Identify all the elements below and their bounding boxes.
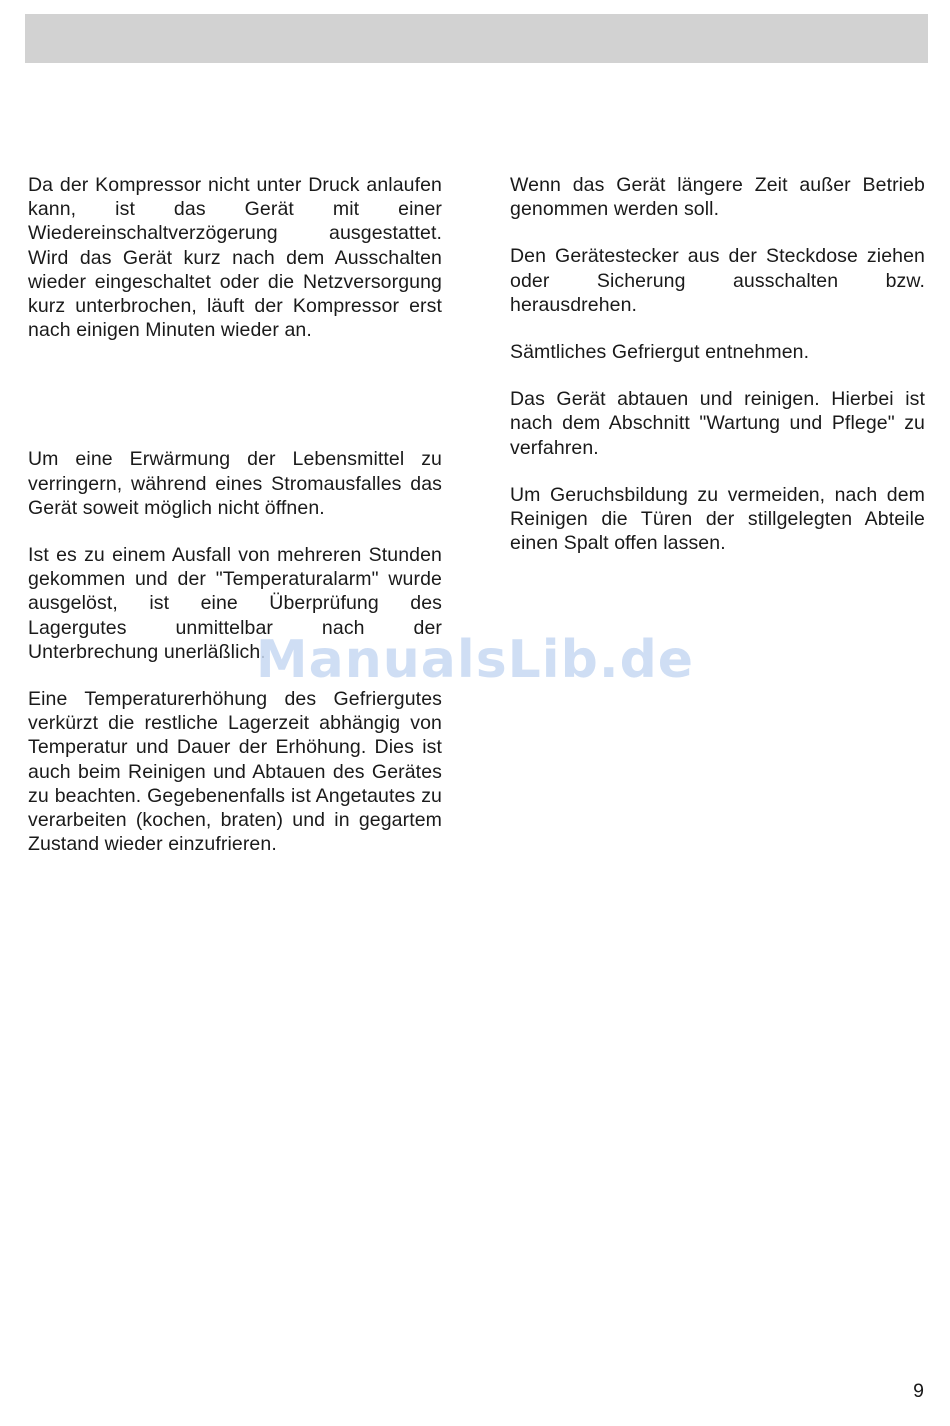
power-failure-paragraph: Um eine Erwärmung der Lebensmittel zu verringern, während eines Stromausfalles das Gerät soweit möglich nicht öffnen. — [28, 448, 442, 519]
temperature-rise-paragraph: Eine Temperaturerhöhung des Gefriergutes verkürzt die restliche Lagerzeit abhängig von Temperatur und Dauer der Erhöhung. Dies ist auch beim Reinigen und Abtauen des Gerätes zu beachten. Gegebenenfalls ist Angetautes zu verarbeiten (kochen, braten) und in gegartem Zustand wieder einzufrieren. — [28, 688, 442, 856]
shutdown-intro-paragraph: Wenn das Gerät längere Zeit außer Betrieb genommen werden soll. — [510, 174, 925, 221]
remove-food-paragraph: Sämtliches Gefriergut entnehmen. — [510, 341, 810, 364]
left-column — [28, 173, 442, 856]
defrost-clean-paragraph: Das Gerät abtauen und reinigen. Hierbei ist nach dem Abschnitt "Wartung und Pflege" zu verfahren. — [510, 388, 925, 459]
temperature-alarm-paragraph: Ist es zu einem Ausfall von mehreren Stunden gekommen und der "Temperaturalarm" wurde ausgelöst, ist eine Überprüfung des Lagergutes unmittelbar nach der Unterbrechung unerläßlich. — [28, 544, 442, 663]
unplug-paragraph: Den Gerätestecker aus der Steckdose ziehen oder Sicherung ausschalten bzw. herausdrehen. — [510, 245, 925, 316]
right-column — [510, 173, 925, 555]
page-number: 9 — [913, 1380, 924, 1402]
header-bar — [25, 14, 928, 63]
compressor-delay-paragraph: Da der Kompressor nicht unter Druck anlaufen kann, ist das Gerät mit einer Wiedereinschaltverzögerung ausgestattet. Wird das Gerät kurz nach dem Ausschalten wieder eingeschaltet oder die Netzversorgung kurz unterbrochen, läuft der Kompressor erst nach einigen Minuten wieder an. — [28, 174, 442, 342]
watermark: ManualsLib.de — [255, 630, 695, 690]
odor-prevention-paragraph: Um Geruchsbildung zu vermeiden, nach dem Reinigen die Türen der stillgelegten Abteile einen Spalt offen lassen. — [510, 483, 925, 555]
